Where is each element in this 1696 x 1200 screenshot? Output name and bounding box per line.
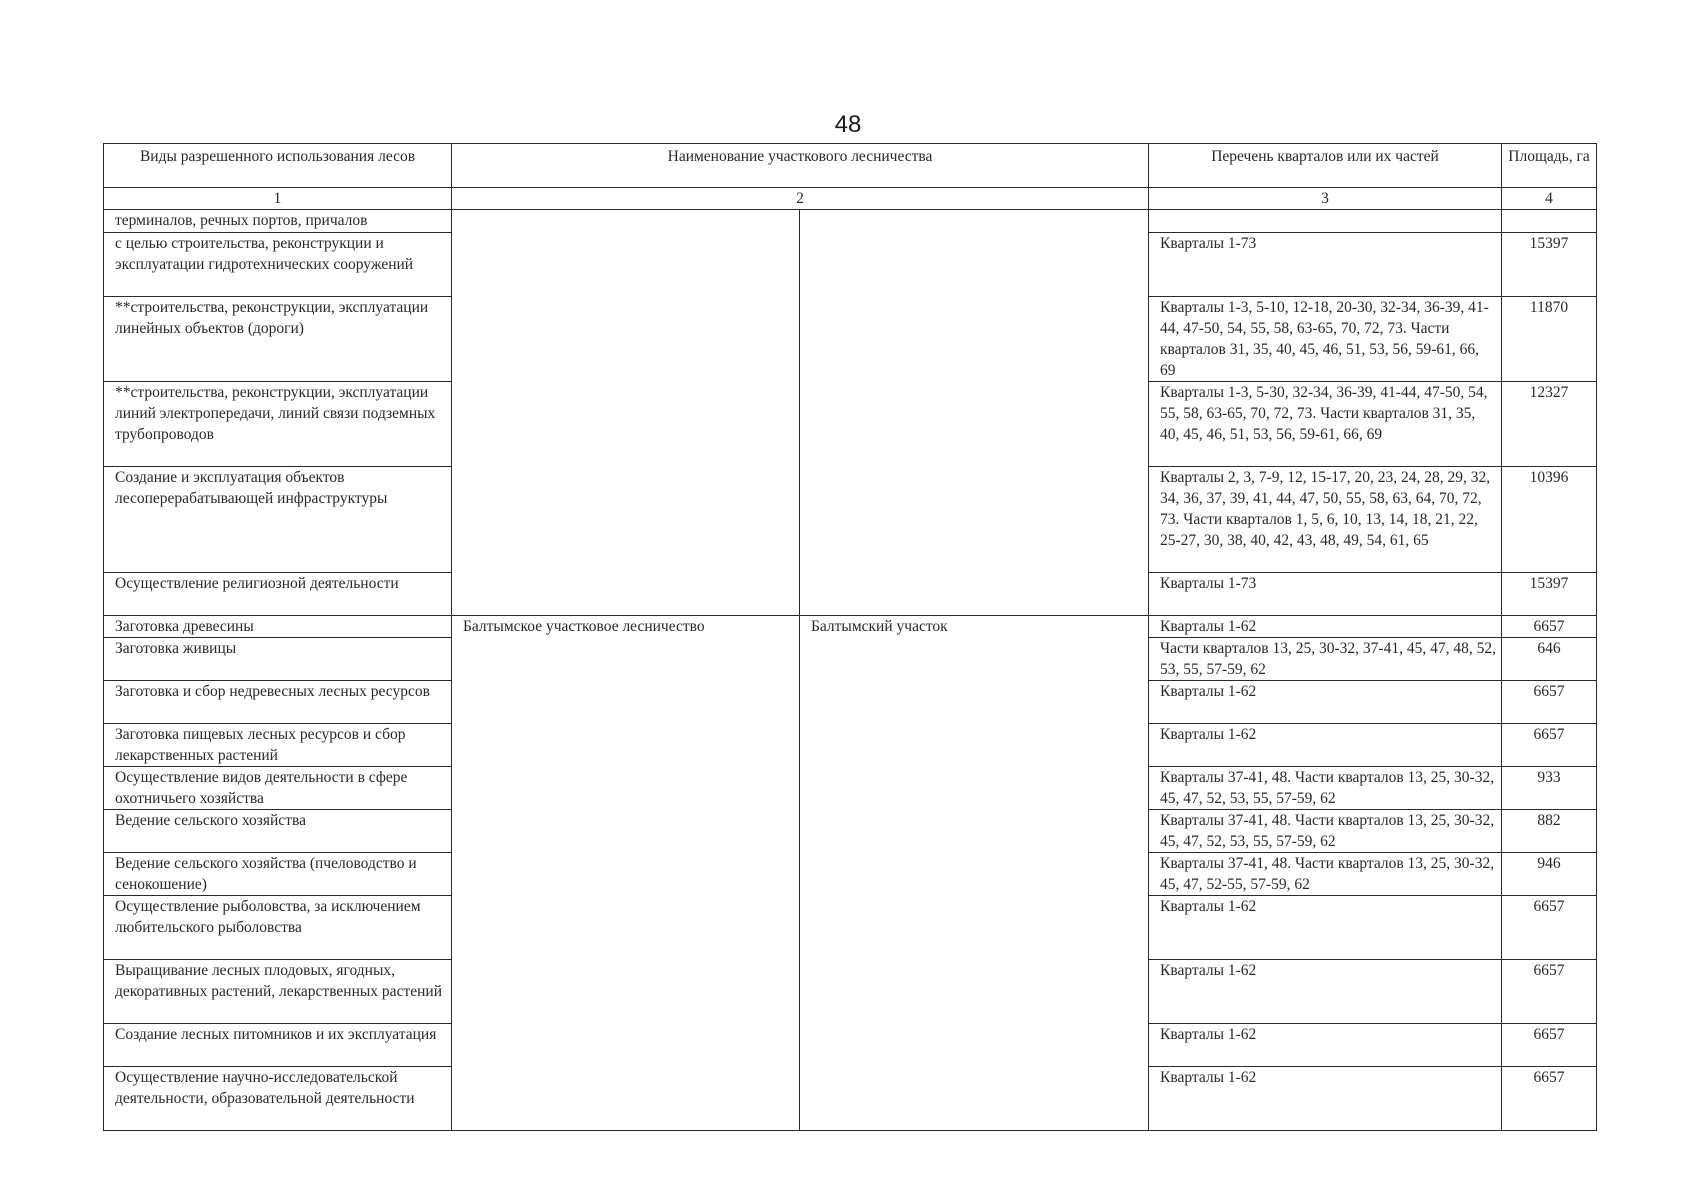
- header-use-types: Виды разрешенного использования лесов: [104, 144, 452, 188]
- quarters-cell: Кварталы 37-41, 48. Части кварталов 13, 25, 30-32, 45, 47, 52-55, 57-59, 62: [1149, 853, 1502, 896]
- use-type-cell: Ведение сельского хозяйства: [104, 810, 452, 853]
- quarters-cell: Кварталы 1-73: [1149, 233, 1502, 297]
- quarters-cell: Кварталы 1-3, 5-10, 12-18, 20-30, 32-34, 36-39, 41-44, 47-50, 54, 55, 58, 63-65, 70, 72, 73. Части кварталов 31, 35, 40, 45, 46, 51, 53, 56, 59-61, 66, 69: [1149, 297, 1502, 382]
- area-cell: 933: [1502, 767, 1597, 810]
- area-cell: 882: [1502, 810, 1597, 853]
- table-row: [104, 210, 1597, 233]
- quarters-cell: Кварталы 37-41, 48. Части кварталов 13, 25, 30-32, 45, 47, 52, 53, 55, 57-59, 62: [1149, 810, 1502, 853]
- use-type-cell: Осуществление научно-исследовательской деятельности, образовательной деятельности: [104, 1067, 452, 1131]
- use-type-cell: Выращивание лесных плодовых, ягодных, декоративных растений, лекарственных растений: [104, 960, 452, 1024]
- area-cell: 6657: [1502, 681, 1597, 724]
- quarters-cell: Кварталы 1-73: [1149, 573, 1502, 616]
- quarters-cell: Кварталы 1-62: [1149, 681, 1502, 724]
- use-type-cell: терминалов, речных портов, причалов: [104, 210, 452, 233]
- use-type-cell: Заготовка пищевых лесных ресурсов и сбор лекарственных растений: [104, 724, 452, 767]
- forestry-cell-empty: [452, 210, 800, 616]
- area-cell: 15397: [1502, 233, 1597, 297]
- area-cell: 6657: [1502, 896, 1597, 960]
- quarters-cell: Кварталы 1-62: [1149, 896, 1502, 960]
- quarters-cell: [1149, 210, 1502, 233]
- column-number: 1: [104, 188, 452, 210]
- use-type-cell: Осуществление видов деятельности в сфере охотничьего хозяйства: [104, 767, 452, 810]
- area-cell: 6657: [1502, 1024, 1597, 1067]
- quarters-cell: Кварталы 1-62: [1149, 616, 1502, 638]
- column-numbers-row: [104, 188, 1597, 210]
- area-cell: 6657: [1502, 960, 1597, 1024]
- column-number: 2: [452, 188, 1149, 210]
- use-type-cell: с целью строительства, реконструкции и эксплуатации гидротехнических сооружений: [104, 233, 452, 297]
- area-cell: 11870: [1502, 297, 1597, 382]
- use-type-cell: **строительства, реконструкции, эксплуатации линий электропередачи, линий связи подземных трубопроводов: [104, 382, 452, 467]
- area-cell: 646: [1502, 638, 1597, 681]
- quarters-cell: Кварталы 2, 3, 7-9, 12, 15-17, 20, 23, 24, 28, 29, 32, 34, 36, 37, 39, 41, 44, 47, 50, 55, 58, 63, 64, 70, 72, 73. Части кварталов 1, 5, 6, 10, 13, 14, 18, 21, 22, 25-27, 30, 38, 40, 42, 43, 48, 49, 54, 61, 65: [1149, 467, 1502, 573]
- area-cell: 10396: [1502, 467, 1597, 573]
- quarters-cell: Кварталы 1-62: [1149, 1067, 1502, 1131]
- quarters-cell: Части кварталов 13, 25, 30-32, 37-41, 45, 47, 48, 52, 53, 55, 57-59, 62: [1149, 638, 1502, 681]
- page-number: 48: [834, 111, 862, 138]
- column-number: 4: [1502, 188, 1597, 210]
- quarters-cell: Кварталы 1-62: [1149, 1024, 1502, 1067]
- quarters-cell: Кварталы 37-41, 48. Части кварталов 13, 25, 30-32, 45, 47, 52, 53, 55, 57-59, 62: [1149, 767, 1502, 810]
- column-number: 3: [1149, 188, 1502, 210]
- header-forestry-name: Наименование участкового лесничества: [452, 144, 1149, 188]
- use-type-cell: Заготовка древесины: [104, 616, 452, 638]
- use-type-cell: Осуществление религиозной деятельности: [104, 573, 452, 616]
- header-area: Площадь, га: [1502, 144, 1597, 188]
- plot-name-cell: Балтымский участок: [800, 616, 1149, 1131]
- area-cell: 946: [1502, 853, 1597, 896]
- quarters-cell: Кварталы 1-62: [1149, 724, 1502, 767]
- forest-use-table: [103, 143, 1597, 1131]
- use-type-cell: Ведение сельского хозяйства (пчеловодство и сенокошение): [104, 853, 452, 896]
- area-cell: 6657: [1502, 616, 1597, 638]
- plot-cell-empty: [800, 210, 1149, 616]
- use-type-cell: Создание лесных питомников и их эксплуатация: [104, 1024, 452, 1067]
- use-type-cell: Создание и эксплуатация объектов лесоперерабатывающей инфраструктуры: [104, 467, 452, 573]
- forestry-name-cell: Балтымское участковое лесничество: [452, 616, 800, 1131]
- use-type-cell: Заготовка живицы: [104, 638, 452, 681]
- area-cell: [1502, 210, 1597, 233]
- use-type-cell: **строительства, реконструкции, эксплуатации линейных объектов (дороги): [104, 297, 452, 382]
- header-quarters-list: Перечень кварталов или их частей: [1149, 144, 1502, 188]
- use-type-cell: Заготовка и сбор недревесных лесных ресурсов: [104, 681, 452, 724]
- quarters-cell: Кварталы 1-3, 5-30, 32-34, 36-39, 41-44, 47-50, 54, 55, 58, 63-65, 70, 72, 73. Части кварталов 31, 35, 40, 45, 46, 51, 53, 56, 59-61, 66, 69: [1149, 382, 1502, 467]
- area-cell: 6657: [1502, 1067, 1597, 1131]
- table-row: [104, 616, 1597, 638]
- use-type-cell: Осуществление рыболовства, за исключением любительского рыболовства: [104, 896, 452, 960]
- area-cell: 12327: [1502, 382, 1597, 467]
- header-row: [104, 144, 1597, 188]
- quarters-cell: Кварталы 1-62: [1149, 960, 1502, 1024]
- area-cell: 6657: [1502, 724, 1597, 767]
- area-cell: 15397: [1502, 573, 1597, 616]
